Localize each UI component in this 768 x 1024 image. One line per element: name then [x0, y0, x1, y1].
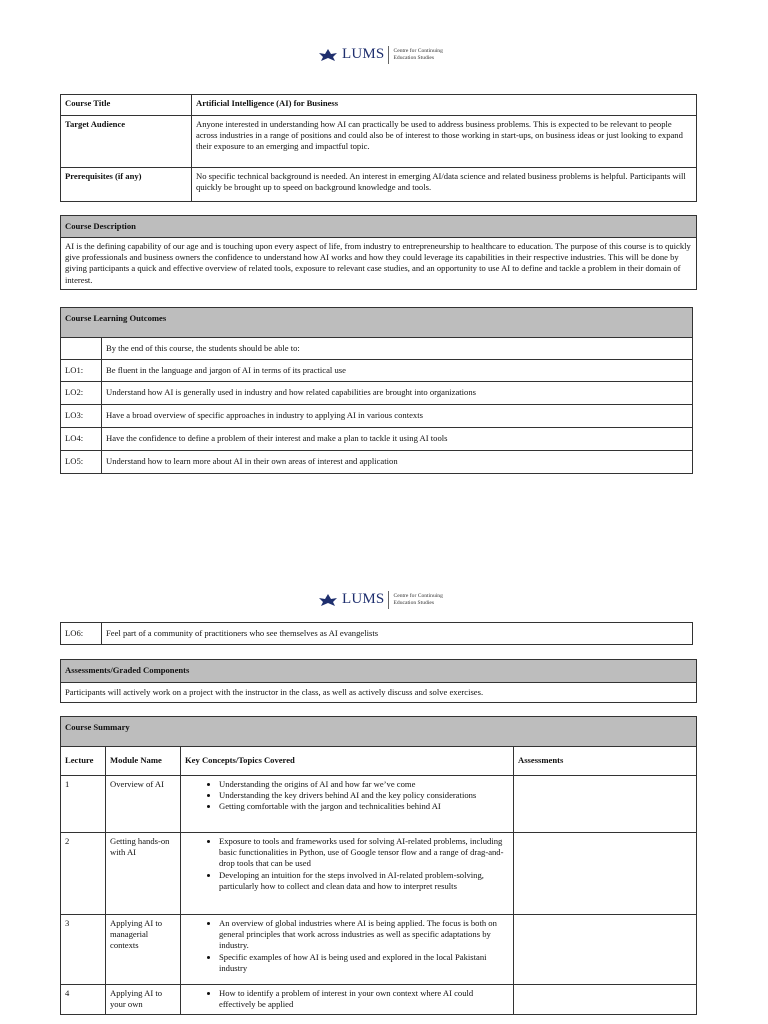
course-info-table — [60, 94, 697, 202]
lums-logo-second-page — [318, 590, 443, 610]
prerequisites-label: Prerequisites (if any) — [61, 168, 192, 202]
target-audience-value: Anyone interested in understanding how AI can practically be used to address business problems. This is expected to be relevant to people across industries in a range of positions and could also be of interest to those working in start-ups, on business ideas or just looking to expand their exposure to an emerging and impactful topic. — [192, 116, 697, 168]
table-row — [61, 95, 697, 116]
lo-text: Understand how to learn more about AI in their own areas of interest and application — [102, 451, 693, 474]
learning-outcomes-heading: Course Learning Outcomes — [61, 308, 693, 338]
course-summary-heading: Course Summary — [61, 717, 697, 747]
logo-wordmark: LUMS — [342, 46, 385, 62]
lo-text: Be fluent in the language and jargon of AI in terms of its practical use — [102, 360, 693, 382]
column-header-lecture: Lecture — [61, 747, 106, 776]
lo-code: LO3: — [61, 405, 102, 428]
logo-divider — [388, 591, 389, 609]
module-name: Getting hands-on with AI — [106, 833, 181, 915]
column-header-topics: Key Concepts/Topics Covered — [181, 747, 514, 776]
list-item: • How to identify a problem of interest in your own context where AI could effectively be applied — [219, 988, 509, 1010]
lecture-number: 2 — [61, 833, 106, 915]
course-title-label: Course Title — [61, 95, 192, 116]
lo-text: Feel part of a community of practitioners who see themselves as AI evangelists — [102, 623, 693, 645]
course-description-table — [60, 215, 697, 290]
module-name: Applying AI to your own — [106, 985, 181, 1015]
prerequisites-value: No specific technical background is needed. An interest in emerging AI/data science and related business problems is helpful. Participants will quickly be brought up to speed on background knowledge and tools. — [192, 168, 697, 202]
course-title-value: Artificial Intelligence (AI) for Business — [192, 95, 697, 116]
lo-code: LO1: — [61, 360, 102, 382]
module-name: Overview of AI — [106, 776, 181, 833]
lecture-number: 3 — [61, 915, 106, 985]
lo6-table — [60, 622, 693, 645]
topics-cell — [181, 833, 514, 915]
list-item: • Getting comfortable with the jargon and technicalities behind AI — [219, 801, 509, 812]
lo-code: LO5: — [61, 451, 102, 474]
table-row — [61, 915, 697, 985]
learning-outcomes-table — [60, 307, 693, 474]
course-description-heading: Course Description — [61, 216, 697, 238]
lo-code: LO6: — [61, 623, 102, 645]
list-item: • Developing an intuition for the steps involved in AI-related problem-solving, particularly how to collect and clean data and how to interpret results — [219, 870, 509, 892]
course-summary-table — [60, 716, 697, 1015]
table-row — [61, 985, 697, 1015]
lums-crest-icon — [318, 48, 338, 62]
lums-crest-icon — [318, 593, 338, 607]
lo-text: Have a broad overview of specific approaches in industry to applying AI in various contexts — [102, 405, 693, 428]
table-row — [61, 116, 697, 168]
module-name: Applying AI to managerial contexts — [106, 915, 181, 985]
assessments-heading: Assessments/Graded Components — [61, 660, 697, 683]
lo-text: Understand how AI is generally used in industry and how related capabilities are brought into organizations — [102, 382, 693, 405]
lo-text: Have the confidence to define a problem of their interest and make a plan to tackle it using AI tools — [102, 428, 693, 451]
learning-outcomes-intro: By the end of this course, the students should be able to: — [102, 338, 693, 360]
topics-cell — [181, 915, 514, 985]
table-row — [61, 428, 693, 451]
lecture-number: 4 — [61, 985, 106, 1015]
assessment-cell — [514, 985, 697, 1015]
table-row — [61, 776, 697, 833]
table-row — [61, 451, 693, 474]
assessments-text: Participants will actively work on a project with the instructor in the class, as well as actively discuss and solve exercises. — [61, 683, 697, 703]
column-header-assessments: Assessments — [514, 747, 697, 776]
logo-divider — [388, 46, 389, 64]
table-row — [61, 833, 697, 915]
topics-cell — [181, 776, 514, 833]
logo-wordmark: LUMS — [342, 591, 385, 607]
list-item: • Understanding the origins of AI and how far we’ve come — [219, 779, 509, 790]
assessment-cell — [514, 776, 697, 833]
column-header-module: Module Name — [106, 747, 181, 776]
assessments-table — [60, 659, 697, 703]
table-row — [61, 405, 693, 428]
table-header-row — [61, 747, 697, 776]
table-row — [61, 382, 693, 405]
table-row — [61, 623, 693, 645]
table-row — [61, 338, 693, 360]
course-description-text: AI is the defining capability of our age and is touching upon every aspect of life, from industry to entrepreneurship to healthcare to education. The purpose of this course is to quickly give professionals and business owners the confidence to understand how AI works and how they could leverage its capabilities in their respective industries. This will be done by giving participants a quick and effective overview of related tools, exposure to relevant case studies, and an opportunity to use AI to define and tackle a problem in their domain of interest. — [61, 238, 697, 290]
target-audience-label: Target Audience — [61, 116, 192, 168]
lums-logo-top — [318, 45, 443, 65]
table-row — [61, 360, 693, 382]
list-item: • Exposure to tools and frameworks used for solving AI-related problems, including basic functionalities in Python, use of Google tensor flow and a range of drag-and-drop tools that can be used — [219, 836, 509, 870]
logo-subtitle: Centre for Continuing Education Studies — [393, 48, 443, 61]
list-item: • Understanding the key drivers behind AI and the key policy considerations — [219, 790, 509, 801]
list-item: • An overview of global industries where AI is being applied. The focus is both on general principles that work across industries as well as specific adaptations by industry. — [219, 918, 509, 952]
assessment-cell — [514, 915, 697, 985]
lo-code: LO4: — [61, 428, 102, 451]
lecture-number: 1 — [61, 776, 106, 833]
lo-code: LO2: — [61, 382, 102, 405]
logo-subtitle: Centre for Continuing Education Studies — [393, 593, 443, 606]
table-row — [61, 168, 697, 202]
assessment-cell — [514, 833, 697, 915]
list-item: • Specific examples of how AI is being used and explored in the local Pakistani industry — [219, 952, 509, 974]
topics-cell — [181, 985, 514, 1015]
